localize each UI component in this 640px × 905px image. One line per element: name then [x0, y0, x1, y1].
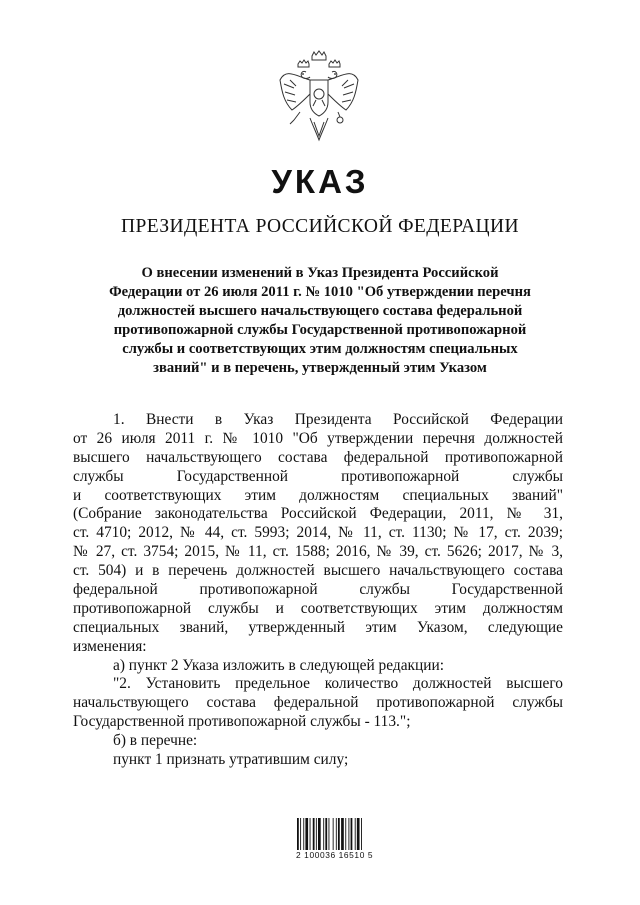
- body-line: № 27, ст. 3754; 2015, № 11, ст. 1588; 2016, № 39, ст. 5626; 2017, № 3,: [73, 543, 563, 561]
- document-subtitle: ПРЕЗИДЕНТА РОССИЙСКОЙ ФЕДЕРАЦИИ: [121, 216, 519, 237]
- decree-heading: [70, 264, 570, 378]
- heading-line: службы и соответствующих этим должностям специальных: [122, 341, 518, 357]
- body-line: 1. Внести в Указ Президента Российской Федерации: [113, 411, 563, 428]
- body-line: и соответствующих этим должностям специальных званий": [73, 486, 563, 504]
- heading-line: О внесении изменений в Указ Президента Российской: [141, 265, 499, 281]
- body-line: изменения:: [73, 637, 147, 655]
- heading-line: званий" и в перечень, утвержденный этим Указом: [153, 360, 487, 376]
- body-line: ст. 4710; 2012, № 44, ст. 5993; 2014, № 11, ст. 1130; № 17, ст. 2039;: [73, 524, 563, 542]
- body-line: от 26 июля 2011 г. № 1010 "Об утверждении перечня должностей: [73, 429, 563, 447]
- barcode-number: 2 100036 16510 5: [296, 850, 374, 860]
- body-line: а) пункт 2 Указа изложить в следующей редакции:: [113, 656, 445, 674]
- heading-line: противопожарной службы Государственной противопожарной: [113, 322, 527, 338]
- body-line: высшего начальствующего состава федеральной противопожарной: [73, 448, 563, 466]
- document-title: УКАЗ: [271, 163, 369, 200]
- body-line: "2. Установить предельное количество должностей высшего: [113, 675, 563, 693]
- heading-line: Федерации от 26 июля 2011 г. № 1010 "Об утверждении перечня: [109, 284, 531, 300]
- body-line: начальствующего состава федеральной противопожарной службы: [73, 694, 563, 712]
- body-line: пункт 1 признать утратившим силу;: [113, 751, 349, 769]
- body-line: б) в перечне:: [113, 732, 198, 750]
- decree-body: [73, 411, 563, 770]
- body-line: специальных званий, утвержденный этим Указом, следующие: [73, 618, 563, 636]
- body-line: противопожарной службы и соответствующих этим должностям: [73, 599, 563, 617]
- body-line: ст. 504) и в перечень должностей высшего начальствующего состава: [73, 562, 563, 580]
- body-line: службы Государственной противопожарной службы: [73, 467, 563, 485]
- body-line: федеральной противопожарной службы Государственной: [73, 581, 563, 599]
- body-line: (Собрание законодательства Российской Федерации, 2011, № 31,: [73, 505, 563, 523]
- barcode-icon: [296, 814, 386, 850]
- coat-of-arms-emblem-icon: [276, 50, 362, 146]
- heading-line: должностей высшего начальствующего состава федеральной: [117, 303, 523, 319]
- body-line: Государственной противопожарной службы - 113.";: [73, 713, 411, 731]
